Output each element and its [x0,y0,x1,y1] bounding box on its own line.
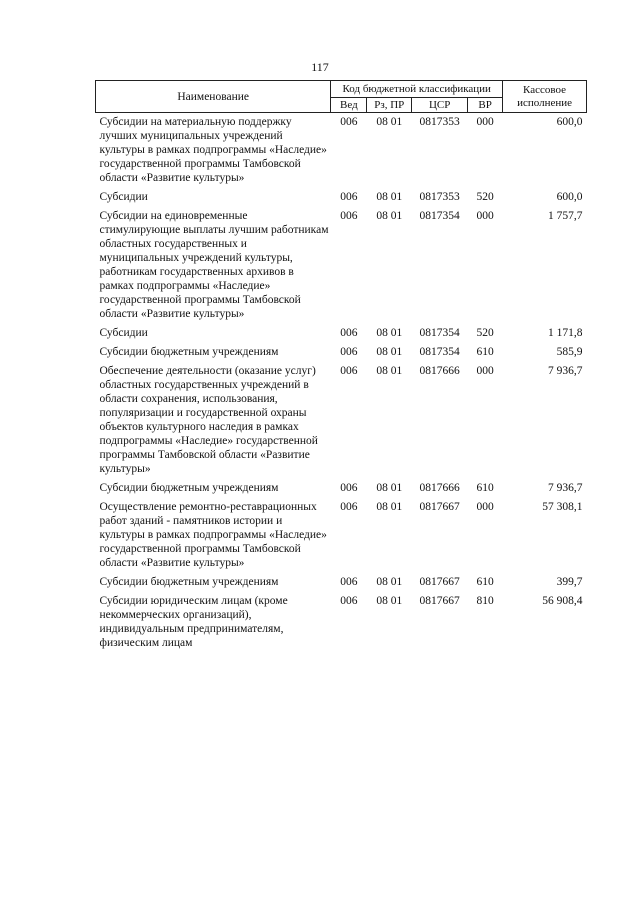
cell-name: Субсидии бюджетным учреждениям [99,482,279,494]
cell-ved: 006 [340,346,358,358]
cell-vr: 000 [476,210,494,222]
header-ved: Вед [331,98,367,113]
cell-vr: 610 [476,576,494,588]
cell-name: Субсидии юридическим лицам (кроме некоммерческих организаций), индивидуальным предпринимателям, физическим лицам [99,595,288,649]
cell-ved: 006 [340,327,358,339]
header-csr: ЦСР [412,98,468,113]
cell-sum: 585,9 [556,346,583,358]
cell-rz-pr: 08 01 [376,595,403,607]
table-body [96,113,587,654]
cell-csr: 0817353 [419,191,460,203]
cell-csr: 0817667 [419,595,460,607]
cell-csr: 0817353 [419,116,460,128]
table-row [96,479,587,498]
cell-vr: 000 [476,365,494,377]
cell-ved: 006 [340,210,358,222]
cell-ved: 006 [340,116,358,128]
table-row [96,498,587,573]
table-row [96,324,587,343]
cell-vr: 810 [476,595,494,607]
cell-ved: 006 [340,576,358,588]
cell-name: Обеспечение деятельности (оказание услуг) областных государственных учреждений в области сохранения, использования, популяризации и государственной охраны объектов культурного наследия в рамках подпрограммы «Наследие» государственной программы Тамбовской области «Развитие культуры» [99,365,318,475]
table-row [96,343,587,362]
cell-ved: 006 [340,595,358,607]
table-row [96,188,587,207]
cell-sum: 399,7 [556,576,583,588]
cell-ved: 006 [340,191,358,203]
table-row [96,207,587,324]
cell-rz-pr: 08 01 [376,482,403,494]
cell-rz-pr: 08 01 [376,576,403,588]
cell-ved: 006 [340,482,358,494]
cell-vr: 610 [476,346,494,358]
header-name: Наименование [96,81,331,113]
header-rz-pr: Рз, ПР [367,98,412,113]
cell-csr: 0817354 [419,346,460,358]
cell-vr: 000 [476,501,494,513]
cell-csr: 0817667 [419,501,460,513]
budget-table [95,80,587,653]
cell-rz-pr: 08 01 [376,327,403,339]
cell-sum: 57 308,1 [542,501,583,513]
cell-csr: 0817354 [419,327,460,339]
cell-sum: 7 936,7 [548,365,583,377]
cell-rz-pr: 08 01 [376,116,403,128]
cell-sum: 600,0 [556,191,583,203]
header-sum: Кассовое исполнение [503,81,587,113]
cell-rz-pr: 08 01 [376,210,403,222]
cell-vr: 610 [476,482,494,494]
cell-sum: 56 908,4 [542,595,583,607]
cell-csr: 0817666 [419,482,460,494]
table-row [96,573,587,592]
cell-name: Субсидии бюджетным учреждениям [99,346,279,358]
cell-name: Субсидии [99,327,148,339]
cell-vr: 520 [476,327,494,339]
cell-sum: 7 936,7 [548,482,583,494]
table-row [96,113,587,189]
cell-ved: 006 [340,501,358,513]
cell-rz-pr: 08 01 [376,365,403,377]
header-vr: ВР [468,98,503,113]
cell-sum: 1 171,8 [548,327,583,339]
cell-rz-pr: 08 01 [376,191,403,203]
cell-csr: 0817667 [419,576,460,588]
cell-sum: 1 757,7 [548,210,583,222]
cell-ved: 006 [340,365,358,377]
table-header [96,81,587,113]
cell-name: Субсидии бюджетным учреждениям [99,576,279,588]
cell-vr: 520 [476,191,494,203]
header-code-group: Код бюджетной классификации [331,81,503,98]
cell-name: Субсидии на единовременные стимулирующие выплаты лучшим работникам областных государственных и муниципальных учреждений культуры, работникам государственных архивов в рамках подпрограммы «Наследие» государственной программы Тамбовской области «Развитие культуры» [99,210,329,320]
cell-csr: 0817666 [419,365,460,377]
table-row [96,362,587,479]
cell-name: Субсидии [99,191,148,203]
cell-name: Осуществление ремонтно-реставрационных работ зданий - памятников истории и культуры в рамках подпрограммы «Наследие» государственной программы Тамбовской области «Развитие культуры» [99,501,327,569]
cell-name: Субсидии на материальную поддержку лучших муниципальных учреждений культуры в рамках подпрограммы «Наследие» государственной программы Тамбовской области «Развитие культуры» [99,116,327,184]
table-row [96,592,587,653]
cell-rz-pr: 08 01 [376,346,403,358]
cell-csr: 0817354 [419,210,460,222]
cell-rz-pr: 08 01 [376,501,403,513]
page-number: 117 [311,60,329,74]
cell-vr: 000 [476,116,494,128]
cell-sum: 600,0 [556,116,583,128]
